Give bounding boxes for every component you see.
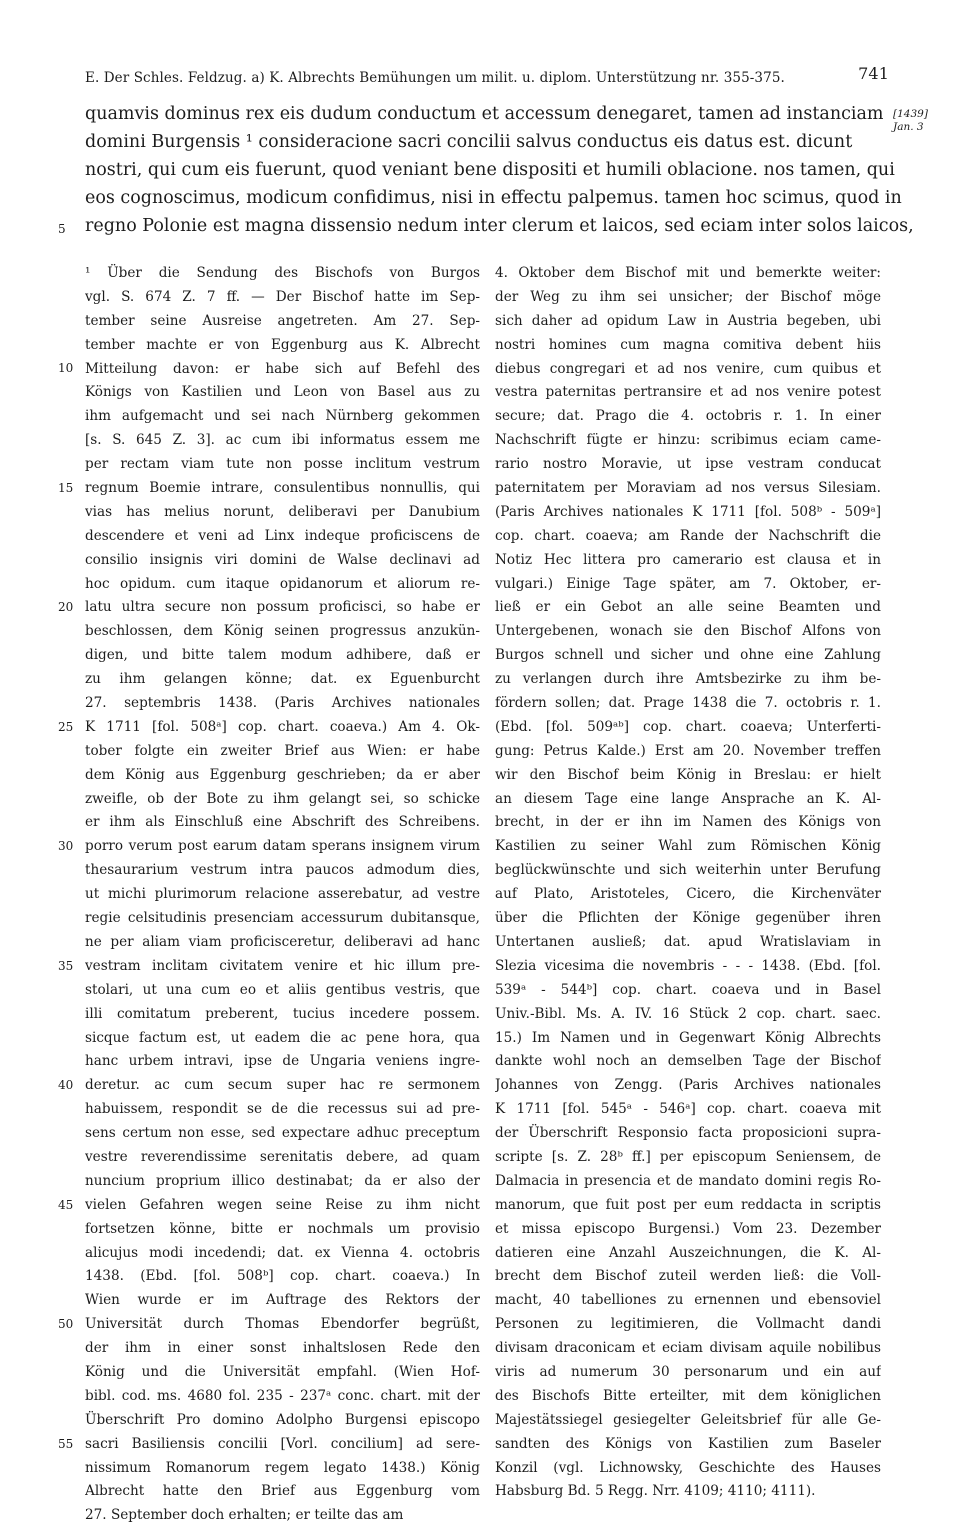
footnote-line: dankte wohl noch an demselben Tage der Bischof [495, 1053, 881, 1070]
line-number: 10 [58, 361, 74, 375]
line-number: 45 [58, 1198, 74, 1212]
footnote-line: alicujus modi incedendi; dat. ex Vienna 4. octobris [85, 1244, 480, 1261]
footnote-line: des Bischofs Bitte erteilter, mit dem königlichen [495, 1387, 881, 1404]
footnote-line: Konzil (vgl. Lichnowsky, Geschichte des Hauses [495, 1459, 881, 1476]
footnote-line: latu ultra secure non possum proficisci, so habe er [85, 599, 480, 616]
line-number: 20 [58, 600, 74, 614]
footnote-line: beschlossen, dem König seinen progressus anzukün- [85, 623, 480, 640]
footnote-line: der Weg zu ihm sei unsicher; der Bischof möge [495, 288, 881, 305]
footnote-line: Habsburg Bd. 5 Regg. Nrr. 4109; 4110; 4111). [495, 1483, 816, 1500]
footnote-line: vestram inclitam civitatem venire et hic illum pre- [85, 957, 480, 974]
footnote-line: K 1711 [fol. 508ᵃ] cop. chart. coaeva.) Am 4. Ok- [85, 718, 480, 735]
footnote-line: vestre reverendissime serenitatis debere, ad quam [85, 1148, 480, 1165]
footnote-line: zweifle, ob der Bote zu ihm gelangt sei, so schicke [85, 790, 480, 807]
footnote-line: Universität durch Thomas Ebendorfer begrüßt, [85, 1316, 480, 1333]
footnote-line: ne per aliam viam proficisceretur, deliberavi ad hanc [85, 933, 480, 950]
footnote-line: (Ebd. [fol. 509ᵃᵇ] cop. chart. coaeva; Unterferti- [495, 718, 881, 735]
margin-date-day: Jan. 3 [893, 121, 924, 133]
footnote-line: gung: Petrus Kalde.) Erst am 20. November treffen [495, 742, 881, 759]
footnote-line: der ihm in einer sonst inhaltslosen Rede den [85, 1340, 480, 1357]
footnote-line: stolari, ut una cum eo et aliis gentibus vestris, que [85, 981, 480, 998]
footnote-line: Burgos schnell und sicher und ohne eine Zahlung [495, 647, 881, 664]
footnote-line: viris ad numerum 30 personarum und ein auf [495, 1363, 881, 1380]
footnote-line: 27. September doch erhalten; er teilte das am [85, 1507, 404, 1524]
footnote-line: manorum, que fuit post per eum reddacta in scriptis [495, 1196, 881, 1213]
footnote-line: bibl. cod. ms. 4680 fol. 235 - 237ᵃ conc. chart. mit der [85, 1387, 480, 1404]
footnote-line: er ihm als Einschluß eine Abschrift des Schreibens. [85, 814, 480, 831]
footnote-line: illi comitatum preberent, tucius incedere possem. [85, 1005, 480, 1022]
footnote-line: tember seine Ausreise angetreten. Am 27. Sep- [85, 312, 480, 329]
footnote-line: vgl. S. 674 Z. 7 ff. — Der Bischof hatte im Sep- [85, 288, 480, 305]
footnote-line: hoc opidum. cum itaque opidanorum et aliorum re- [85, 575, 480, 592]
footnote-line: digen, und bitte talem modum adhibere, daß er [85, 647, 480, 664]
main-text-line: quamvis dominus rex eis dudum conductum et accessum denegaret, tamen ad instanciam [85, 104, 884, 124]
footnote-line: der Überschrift Responsio facta proposicioni supra- [495, 1125, 881, 1142]
footnote-line: brecht, in der er ihn im Namen des Königs von [495, 814, 881, 831]
footnote-line: thesaurarium vestrum intra paucos admodum dies, [85, 862, 480, 879]
footnote-line: habuissem, respondit se de die recessus sui ad pre- [85, 1101, 480, 1118]
footnote-line: Dalmacia in presencia et de mandato domini regis Ro- [495, 1172, 881, 1189]
footnote-line: vulgari.) Einige Tage später, am 7. Oktober, er- [495, 575, 881, 592]
footnote-line: fördern sollen; dat. Prage 1438 die 7. octobris r. 1. [495, 695, 881, 712]
footnote-line: regie celsitudinis presenciam accessurum dubitansque, [85, 910, 480, 927]
footnote-line: macht, 40 tabelliones zu ernennen und ebensoviel [495, 1292, 881, 1309]
footnote-line: Majestätssiegel gesiegelter Geleitsbrief für alle Ge- [495, 1411, 881, 1428]
footnote-line: hanc urbem intravi, ipse de Ungaria veniens ingre- [85, 1053, 480, 1070]
page-number: 741 [858, 64, 889, 83]
footnote-line: (Paris Archives nationales K 1711 [fol. 508ᵇ - 509ᵃ] [495, 503, 881, 520]
footnote-line: diebus congregari et ad nos venire, cum quibus et [495, 360, 881, 377]
footnote-line: dem König aus Eggenburg geschrieben; da er aber [85, 766, 480, 783]
footnote-line: tember machte er von Eggenburg aus K. Albrecht [85, 336, 480, 353]
footnote-line: 27. septembris 1438. (Paris Archives nationales [85, 695, 480, 712]
footnote-line: Überschrift Pro domino Adolpho Burgensi episcopo [85, 1411, 480, 1428]
footnote-line: ¹ Über die Sendung des Bischofs von Burgos [85, 265, 480, 281]
footnote-line: deretur. ac cum secum super hac re sermonem [85, 1077, 480, 1094]
footnote-line: paternitatem per Moraviam ad nos versus Silesiam. [495, 480, 881, 497]
footnote-line: Notiz Hec littera pro camerario est clausa et in [495, 551, 881, 568]
footnote-line: cop. chart. coaeva; am Rande der Nachschrift die [495, 527, 881, 544]
footnote-line: scripte [s. Z. 28ᵇ ff.] per episcopum Seniensem, de [495, 1148, 881, 1165]
footnote-line: 15.) Im Namen und in Gegenwart König Albrechts [495, 1029, 881, 1046]
footnote-line: Mitteilung davon: er habe sich auf Befehl des [85, 360, 480, 377]
footnote-line: fortsetzen könne, bitte er nochmals um provisio [85, 1220, 480, 1237]
footnote-line: sandten des Königs von Kastilien zum Baseler [495, 1435, 881, 1452]
footnote-line: vestra paternitas pertransire et ad nos venire potest [495, 384, 881, 401]
footnote-line: Albrecht hatte den Brief aus Eggenburg vom [85, 1483, 480, 1500]
footnote-line: secure; dat. Prago die 4. octobris r. 1. In einer [495, 408, 881, 425]
footnote-line: König und die Universität empfahl. (Wien Hof- [85, 1363, 480, 1380]
footnote-line: Untergebenen, wonach sie den Bischof Alfons von [495, 623, 881, 640]
footnote-line: an diesem Tage eine lange Ansprache an K. Al- [495, 790, 881, 807]
footnote-line: et missa episcopo Burgensi.) Vom 23. Dezember [495, 1220, 881, 1237]
footnote-line: per rectam viam tute non posse inclitum vestrum [85, 456, 480, 473]
footnote-line: zu ihm gelangen könne; dat. ex Eguenburcht [85, 671, 480, 688]
line-number: 15 [58, 481, 74, 495]
footnote-line: wir den Bischof beim König in Breslau: er hielt [495, 766, 881, 783]
footnote-line: ihm aufgemacht und sei nach Nürnberg gekommen [85, 408, 480, 425]
footnote-line: vielen Gefahren wegen seine Reise zu ihm nicht [85, 1196, 480, 1213]
footnote-line: ut michi plurimorum relacione asserebatur, ad vestre [85, 886, 480, 903]
line-number: 50 [58, 1317, 74, 1331]
footnote-left-column [85, 262, 480, 1528]
footnote-line: Univ.-Bibl. Ms. A. IV. 16 Stück 2 cop. chart. saec. [495, 1005, 881, 1022]
main-text-line: eos cognoscimus, modicum confidimus, nisi in effectu palpemus. tamen hoc scimus, quod in [85, 188, 902, 208]
footnote-line: nostri homines cum magna comitiva debent hiis [495, 336, 881, 353]
footnote-line: auf Plato, Aristoteles, Cicero, die Kirchenväter [495, 886, 881, 903]
footnote-line: Nachschrift fügte er hinzu: scribimus eciam came- [495, 432, 881, 449]
page-header [85, 62, 889, 92]
footnote-line: nuncium proprium illico destinabat; da er also der [85, 1172, 480, 1189]
footnote-line: brecht dem Bischof zuteil werden ließ: die Voll- [495, 1268, 881, 1285]
line-number: 40 [58, 1078, 74, 1092]
footnote-line: sicque factum est, ut eadem die ac pene hora, qua [85, 1029, 480, 1046]
footnote-line: datieren eine Anzahl Auszeichnungen, die K. Al- [495, 1244, 881, 1261]
footnote-line: 539ᵃ - 544ᵇ] cop. chart. coaeva und in Basel [495, 981, 881, 998]
line-number: 5 [58, 222, 66, 236]
footnote-line: über die Pflichten der Könige gegenüber ihren [495, 910, 881, 927]
footnote-line: Untertanen ausließ; dat. apud Wratislaviam in [495, 933, 881, 950]
main-text-line: regno Polonie est magna dissensio nedum inter clerum et laicos, sed eciam inter solos laicos, [85, 216, 914, 236]
footnote-line: zu verlangen durch ihre Amtsbezirke zu ihm be- [495, 671, 881, 688]
footnote-line: [s. S. 645 Z. 3]. ac cum ibi informatus essem me [85, 432, 480, 449]
main-text-line: nostri, qui cum eis fuerunt, quod veniant bene dispositi et humili oblacione. nos tamen, qui [85, 160, 895, 180]
footnote-line: regnum Boemie intrare, consulentibus nonnullis, qui [85, 480, 480, 497]
line-number: 55 [58, 1437, 74, 1451]
footnote-line: sacri Basiliensis concilii [Vorl. concilium] ad sere- [85, 1435, 480, 1452]
footnote-line: descendere et veni ad Linx indeque proficiscens de [85, 527, 480, 544]
footnote-line: sich daher ad opidum Law in Austria begeben, ubi [495, 312, 881, 329]
footnote-line: consilio insignis viri domini de Walse declinavi ad [85, 551, 480, 568]
line-number: 25 [58, 720, 74, 734]
line-number: 30 [58, 839, 74, 853]
footnote-line: 4. Oktober dem Bischof mit und bemerkte weiter: [495, 265, 881, 281]
footnote-line: sens certum non esse, sed expectare adhuc preceptum [85, 1125, 480, 1142]
main-text-line: domini Burgensis ¹ consideracione sacri concilii salvus conductus eis datus est. dicunt [85, 132, 853, 152]
margin-date-year: [1439] [893, 108, 928, 120]
footnote-line: divisam draconicam et eciam divisam aquile nobilibus [495, 1340, 881, 1357]
footnote-line: nissimum Romanorum regem legato 1438.) König [85, 1459, 480, 1476]
footnote-line: vias has melius norunt, deliberavi per Danubium [85, 503, 480, 520]
footnote-line: ließ er ein Gebot an alle seine Beamten und [495, 599, 881, 616]
footnote-line: Königs von Kastilien und Leon von Basel aus zu [85, 384, 480, 401]
footnote-line: beglückwünschte und sich weiterhin unter Berufung [495, 862, 881, 879]
footnote-line: Wien wurde er im Auftrage des Rektors der [85, 1292, 480, 1309]
footnote-line: porro verum post earum datam sperans insignem virum [85, 838, 480, 855]
footnote-line: 1438. (Ebd. [fol. 508ᵇ] cop. chart. coaeva.) In [85, 1268, 480, 1285]
line-number: 35 [58, 959, 74, 973]
footnote-line: K 1711 [fol. 545ᵃ - 546ᵃ] cop. chart. coaeva mit [495, 1101, 881, 1118]
footnote-line: Slezia vicesima die novembris - - - 1438. (Ebd. [fol. [495, 957, 881, 974]
margin-date [893, 108, 928, 134]
footnote-right-column [495, 262, 881, 1504]
footnote-line: Johannes von Zengg. (Paris Archives nationales [495, 1077, 881, 1094]
footnote-line: rario nostro Moravie, ut ipse vestram conducat [495, 456, 881, 473]
footnote-line: Kastilien zu seiner Wahl zum Römischen König [495, 838, 881, 855]
footnote-line: tober folgte ein zweiter Brief aus Wien: er habe [85, 742, 480, 759]
running-title: E. Der Schles. Feldzug. a) K. Albrechts Bemühungen um milit. u. diplom. Unterstützung nr. 355-375. [85, 70, 785, 86]
footnote-line: Personen zu legitimieren, die Vollmacht dandi [495, 1316, 881, 1333]
